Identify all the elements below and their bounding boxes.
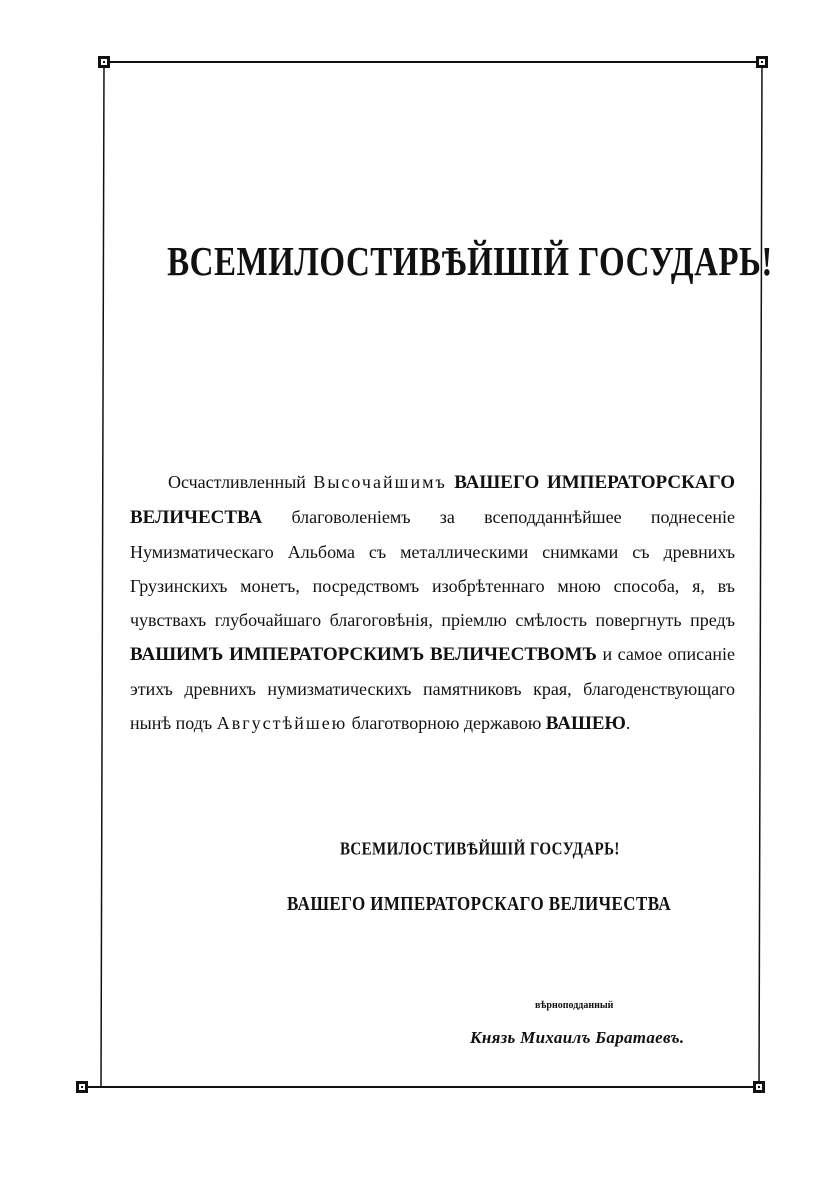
closing-salutation: ВСЕМИЛОСТИВѢЙШІЙ ГОСУДАРЬ!	[340, 840, 620, 860]
author-signature: Князь Михаилъ Баратаевъ.	[470, 1028, 685, 1047]
body-text-6: ВАШИМЪ ИМПЕРАТОРСКИМЪ ВЕЛИЧЕСТВОМЪ	[130, 644, 597, 665]
body-text-10: ВАШЕЮ	[545, 713, 626, 734]
border-right-line	[759, 62, 762, 1087]
body-text-4: ВАШЕГО ИМПЕРАТОРСКАГО ВЕЛИЧЕСТВА	[130, 472, 736, 528]
closing-subject: вѣрноподданный	[535, 1000, 614, 1011]
body-text-1: Осчастливленный	[168, 472, 314, 492]
border-left-line	[101, 62, 104, 1087]
body-text-7: и самое описаніе этихъ древнихъ нумизматическихъ памятниковъ края, благоденствующаго нынѣ подъ	[130, 644, 735, 733]
body-text-5: благоволеніемъ за всеподданнѣйшее поднесеніе Нумизматическаго Альбома съ металлическими снимками съ древнихъ Грузинскихъ монетъ, посредствомъ изобрѣтеннаго мною способа, я, въ чувствахъ глубочайшаго благоговѣнія, пріемлю смѣлость повергнуть предъ	[130, 507, 735, 630]
corner-ornament-top-left	[98, 56, 110, 68]
page-heading: ВСЕМИЛОСТИВѢЙШІЙ ГОСУДАРЬ!	[167, 240, 773, 285]
body-text-9: благотворною державою	[347, 713, 546, 733]
dedication-paragraph	[130, 465, 735, 741]
body-text-2: Высочайшимъ	[313, 472, 447, 492]
closing-majesty: ВАШЕГО ИМПЕРАТОРСКАГО ВЕЛИЧЕСТВА	[287, 892, 672, 915]
body-text-11: .	[625, 713, 631, 733]
corner-ornament-top-right	[756, 56, 768, 68]
corner-ornament-bottom-right	[753, 1081, 765, 1093]
corner-ornament-bottom-left	[76, 1081, 88, 1093]
body-text-8: Августѣйшею	[216, 713, 348, 733]
